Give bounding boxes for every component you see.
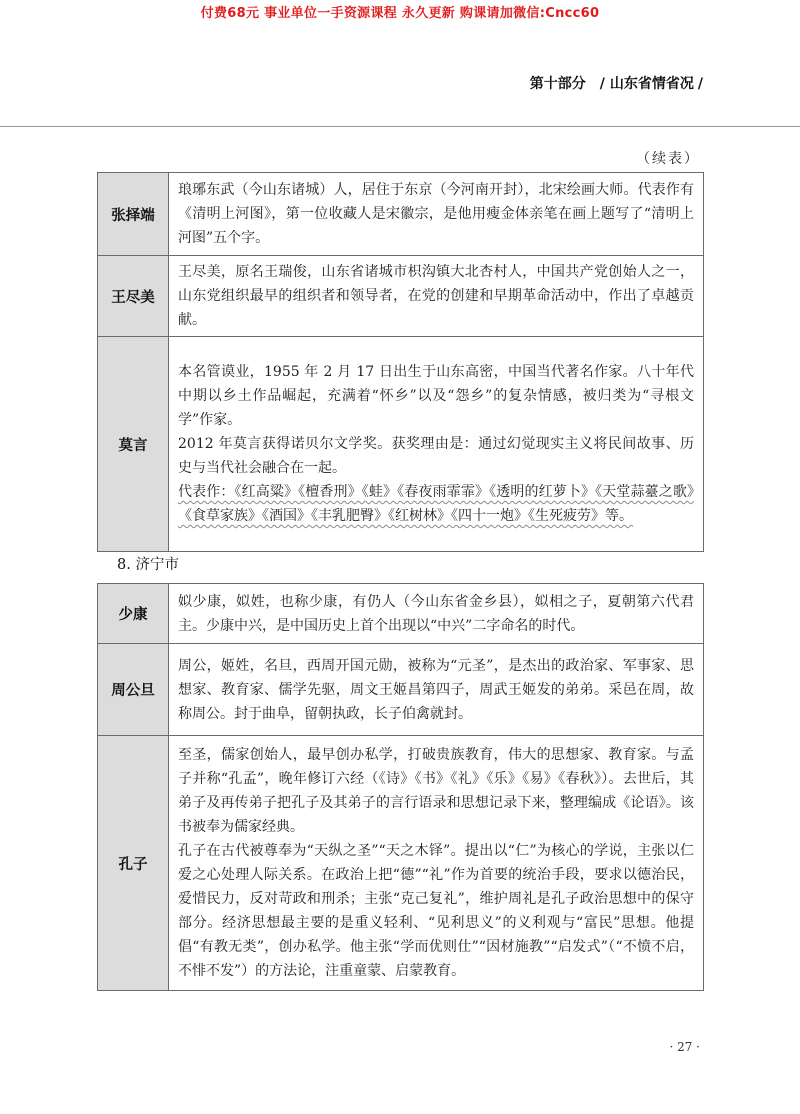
section-heading — [117, 553, 179, 574]
description-paragraph: 孔子在古代被尊奉为“天纵之圣”“天之木铎”。提出以“仁”为核心的学说，主张以仁爱之心处理人际关系。在政治上把“德”“礼”作为首要的统治手段，要求以德治民，爱惜民力，反对苛政和刑杀；主张“克己复礼”，维护周礼是孔子政治思想中的保守部分。经济思想最主要的是重义轻利、“见利思义”的义利观与“富民”思想。他提倡“有教无类”，创办私学。他主张“学而优则仕”“因材施教”“启发式”（“不愤不启，不悱不发”）的方法论，注重童蒙、启蒙教育。 — [178, 843, 694, 979]
person-name: 莫言 — [98, 337, 169, 552]
person-description — [169, 584, 704, 644]
running-header — [530, 73, 703, 93]
person-name: 王尽美 — [98, 256, 169, 337]
header-slash-right: / — [697, 76, 703, 92]
table-row — [98, 584, 704, 644]
section-title: 济宁市 — [135, 557, 179, 573]
person-description — [169, 337, 704, 552]
header-slash-left: / — [599, 76, 605, 92]
jining-figures-table — [97, 583, 704, 991]
person-description — [169, 644, 704, 736]
description-paragraph: 本名管谟业，1955 年 2 月 17 日出生于山东高密，中国当代著名作家。八十年代中期以乡土作品崛起，充满着“怀乡”以及“怨乡”的复杂情感，被归类为“寻根文学”作家。 — [178, 364, 694, 428]
description-paragraph: 2012 年莫言获得诺贝尔文学奖。获奖理由是：通过幻觉现实主义将民间故事、历史与当代社会融合在一起。 — [178, 436, 694, 476]
description-paragraph: 王尽美，原名王瑞俊，山东省诸城市枳沟镇大北杏村人，中国共产党创始人之一，山东党组织最早的组织者和领导者，在党的创建和早期革命活动中，作出了卓越贡献。 — [178, 264, 694, 328]
person-name: 少康 — [98, 584, 169, 644]
description-paragraph: 周公，姬姓，名旦，西周开国元勋，被称为“元圣”，是杰出的政治家、军事家、思想家、教育家、儒学先驱，周文王姬昌第四子，周武王姬发的弟弟。采邑在周，故称周公。封于曲阜，留朝执政，长子伯禽就封。 — [178, 657, 694, 722]
description-paragraph: 琅琊东武（今山东诸城）人，居住于东京（今河南开封），北宋绘画大师。代表作有《清明上河图》，第一位收藏人是宋徽宗，是他用瘦金体亲笔在画上题写了“清明上河图”五个字。 — [178, 182, 694, 246]
header-section: 山东省情省况 — [609, 76, 694, 92]
header-rule — [0, 126, 800, 127]
watermark-banner: 付费68元 事业单位一手资源课程 永久更新 购课请加微信:Cncc60 — [200, 6, 600, 21]
description-paragraph: 至圣，儒家创始人，最早创办私学，打破贵族教育，伟大的思想家、教育家。与孟子并称“孔孟”，晚年修订六经（《诗》《书》《礼》《乐》《易》《春秋》）。去世后，其弟子及再传弟子把孔子及其弟子的言行语录和思想记录下来，整理编成《论语》。该书被奉为儒家经典。 — [178, 747, 694, 835]
person-description — [169, 736, 704, 991]
person-description — [169, 173, 704, 256]
section-number: 8. — [117, 557, 131, 573]
table-row — [98, 644, 704, 736]
table-row — [98, 337, 704, 552]
representative-works: 代表作：《红高粱》《檀香刑》《蛙》《春夜雨霏霏》《透明的红萝卜》《天堂蒜薹之歌》《食草家族》《酒国》《丰乳肥臀》《红树林》《四十一炮》《生死疲劳》等。 — [178, 484, 694, 524]
person-name: 张择端 — [98, 173, 169, 256]
table-row — [98, 256, 704, 337]
header-part: 第十部分 — [529, 76, 586, 92]
table-row — [98, 736, 704, 991]
person-name: 孔子 — [98, 736, 169, 991]
person-name: 周公旦 — [98, 644, 169, 736]
table-row — [98, 173, 704, 256]
person-description — [169, 256, 704, 337]
figures-table-continued — [97, 172, 704, 552]
description-paragraph: 姒少康，姒姓，也称少康，有仍人（今山东省金乡县），姒相之子，夏朝第六代君主。少康中兴，是中国历史上首个出现以“中兴”二字命名的时代。 — [178, 593, 694, 634]
continued-label: （续表） — [636, 151, 700, 167]
page-number: · 27 · — [669, 1040, 700, 1054]
